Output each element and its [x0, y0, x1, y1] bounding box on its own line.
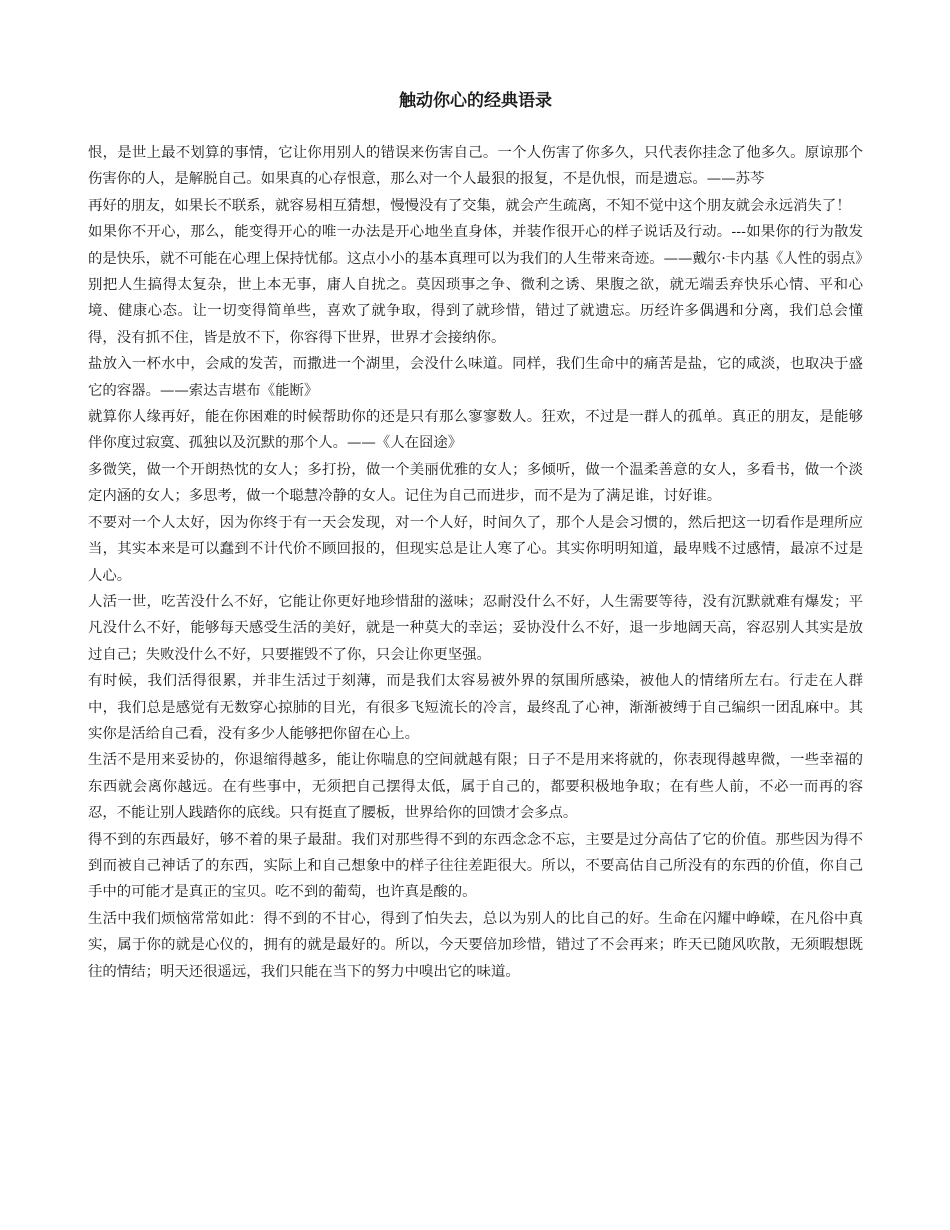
paragraph-5: 盐放入一杯水中，会咸的发苦，而撒进一个湖里，会没什么味道。同样，我们生命中的痛苦是盐，它的咸淡，也取决于盛它的容器。——索达吉堪布《能断》 — [88, 356, 863, 399]
paragraph-4: 别把人生搞得太复杂，世上本无事，庸人自扰之。莫因琐事之争、微利之诱、果腹之欲，就无端丢弃快乐心情、平和心境、健康心态。让一切变得简单些，喜欢了就争取，得到了就珍惜，错过了就遗忘。历经许多偶遇和分离，我们总会懂得，没有抓不住，皆是放不下，你容得下世界，世界才会接纳你。 — [88, 277, 863, 346]
paragraph-8: 不要对一个人太好，因为你终于有一天会发现，对一个人好，时间久了，那个人是会习惯的，然后把这一切看作是理所应当，其实本来是可以蠢到不计代价不顾回报的，但现实总是让人寒了心。其实你明明知道，最卑贱不过感情，最凉不过是人心。 — [88, 514, 863, 584]
paragraph-7: 多微笑，做一个开朗热忱的女人；多打扮，做一个美丽优雅的女人；多倾听，做一个温柔善意的女人，多看书，做一个淡定内涵的女人；多思考，做一个聪慧冷静的女人。记住为自己而进步，而不是为了满足谁，讨好谁。 — [88, 461, 863, 505]
paragraph-12: 得不到的东西最好，够不着的果子最甜。我们对那些得不到的东西念念不忘，主要是过分高估了它的价值。那些因为得不到而被自己神话了的东西，实际上和自己想象中的样子往往差距很大。所以，不要高估自己所没有的东西的价值，你自己手中的可能才是真正的宝贝。吃不到的葡萄，也许真是酸的。 — [88, 831, 863, 901]
paragraph-13: 生活中我们烦恼常常如此：得不到的不甘心，得到了怕失去，总以为别人的比自己的好。生命在闪耀中峥嵘，在凡俗中真实，属于你的就是心仪的，拥有的就是最好的。所以，今天要倍加珍惜，错过了不会再来；昨天已随风吹散，无须暇想既往的情结；明天还很遥远，我们只能在当下的努力中嗅出它的味道。 — [88, 910, 863, 980]
paragraph-10: 有时候，我们活得很累，并非生活过于刻薄，而是我们太容易被外界的氛围所感染，被他人的情绪所左右。行走在人群中，我们总是感觉有无数穿心掠肺的目光，有很多飞短流长的冷言，最终乱了心神，渐渐被缚于自己编织一团乱麻中。其实你是活给自己看，没有多少人能够把你留在心上。 — [88, 673, 863, 742]
paragraph-3: 如果你不开心，那么，能变得开心的唯一办法是开心地坐直身体，并装作很开心的样子说话及行动。---如果你的行为散发的是快乐，就不可能在心理上保持忧郁。这点小小的基本真理可以为我们的人生带来奇迹。——戴尔·卡内基《人性的弱点》 — [88, 224, 870, 267]
paragraph-2: 再好的朋友，如果长不联系，就容易相互猜想，慢慢没有了交集，就会产生疏离，不知不觉中这个朋友就会永远消失了！ — [88, 197, 851, 214]
document-title: 触动你心的经典语录 — [399, 91, 552, 111]
paragraph-9: 人活一世，吃苦没什么不好，它能让你更好地珍惜甜的滋味；忍耐没什么不好，人生需要等待，没有沉默就难有爆发；平凡没什么不好，能够每天感受生活的美好，就是一种莫大的幸运；妥协没什么不好，退一步地阔天高，容忍别人其实是放过自己；失败没什么不好，只要摧毁不了你，只会让你更坚强。 — [88, 593, 863, 663]
paragraph-6: 就算你人缘再好，能在你困难的时候帮助你的还是只有那么寥寥数人。狂欢，不过是一群人的孤单。真正的朋友，是能够伴你度过寂寞、孤独以及沉默的那个人。——《人在囧途》 — [88, 409, 863, 452]
paragraph-11: 生活不是用来妥协的，你退缩得越多，能让你喘息的空间就越有限；日子不是用来将就的，你表现得越卑微，一些幸福的东西就会离你越远。在有些事中，无须把自己摆得太低，属于自己的，都要积极地争取；在有些人前，不必一而再的容忍，不能让别人践踏你的底线。只有挺直了腰板，世界给你的回馈才会多点。 — [88, 752, 863, 822]
document-page — [88, 90, 870, 985]
paragraph-1: 恨，是世上最不划算的事情，它让你用别人的错误来伤害自己。一个人伤害了你多久，只代表你挂念了他多久。原谅那个伤害你的人，是解脱自己。如果真的心存恨意，那么对一个人最狠的报复，不是仇恨，而是遗忘。——苏芩 — [88, 145, 863, 188]
